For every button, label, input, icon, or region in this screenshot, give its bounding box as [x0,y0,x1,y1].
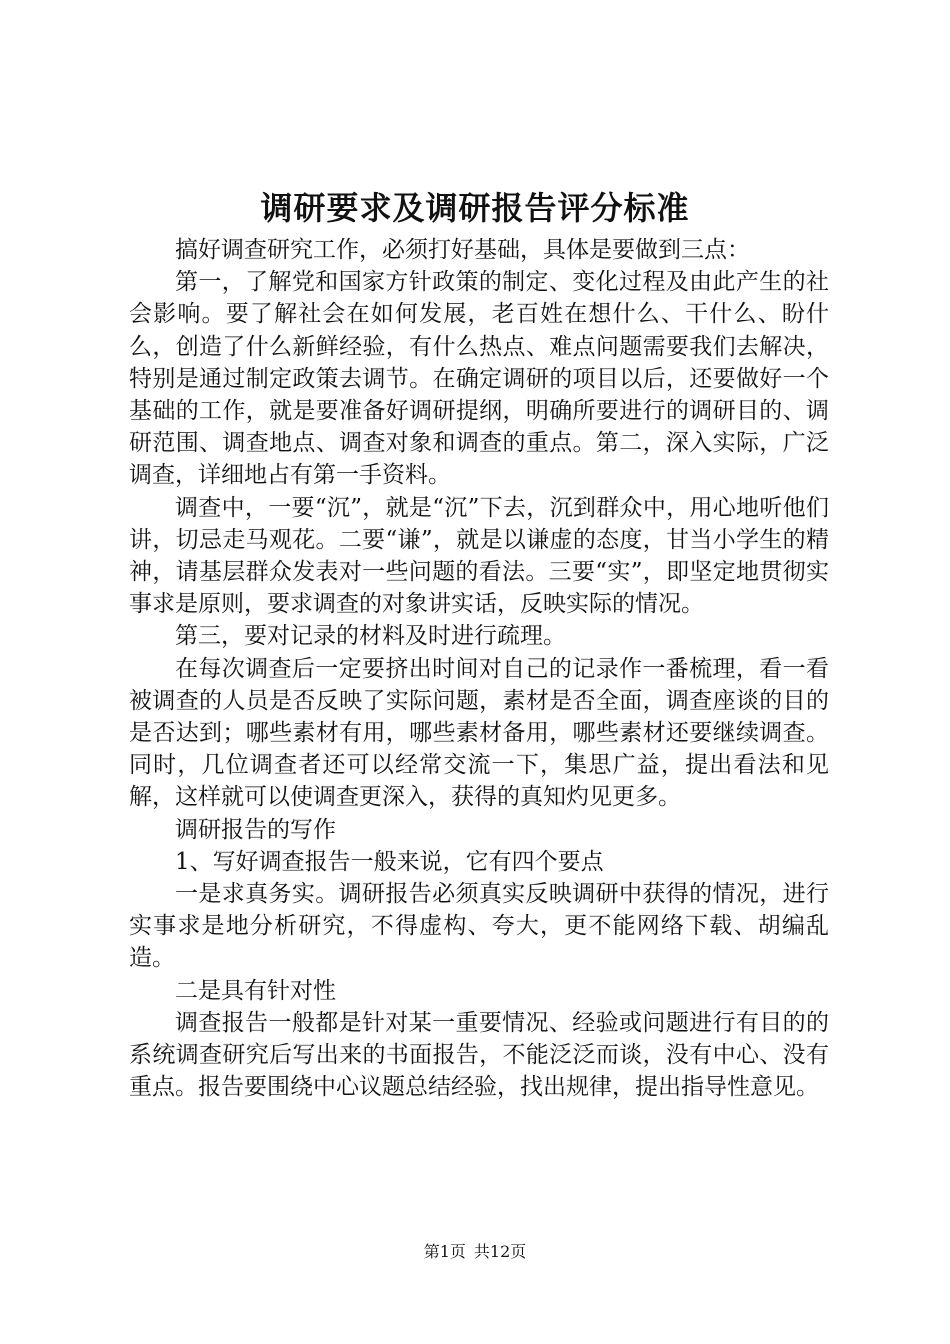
document-body [129,234,829,1103]
paragraph: 在每次调查后一定要挤出时间对自己的记录作一番梳理，看一看被调查的人员是否反映了实际问题，素材是否全面，调查座谈的目的是否达到；哪些素材有用，哪些素材备用，哪些素材还要继续调查。同时，几位调查者还可以经常交流一下，集思广益，提出看法和见解，这样就可以使调查更深入，获得的真知灼见更多。 [129,655,829,811]
page-footer [0,1241,950,1263]
page-number: 第1页 [423,1242,466,1261]
paragraph: 搞好调查研究工作，必须打好基础，具体是要做到三点： [175,237,750,263]
document-title: 调研要求及调研报告评分标准 [260,189,690,227]
paragraph: 一是求真务实。调研报告必须真实反映调研中获得的情况，进行实事求是地分析研究，不得虚构、夸大，更不能网络下载、胡编乱造。 [129,881,829,972]
paragraph: 调查中，一要“沉”，就是“沉”下去，沉到群众中，用心地听他们讲，切忌走马观花。二要“谦”，就是以谦虚的态度，甘当小学生的精神，请基层群众发表对一些问题的看法。三要“实”，即坚定地贯彻实事求是原则，要求调查的对象讲实话，反映实际的情况。 [129,494,829,618]
subsection-heading: 二是具有针对性 [175,977,336,1004]
paragraph: 第一，了解党和国家方针政策的制定、变化过程及由此产生的社会影响。要了解社会在如何发展，老百姓在想什么、干什么、盼什么，创造了什么新鲜经验，有什么热点、难点问题需要我们去解决，特别是通过制定政策去调节。在确定调研的项目以后，还要做好一个基础的工作，就是要准备好调研提纲，明确所要进行的调研目的、调研范围、调查地点、调查对象和调查的重点。第二，深入实际，广泛调查，详细地占有第一手资料。 [129,269,829,489]
section-heading: 调研报告的写作 [175,816,336,843]
paragraph: 调查报告一般都是针对某一重要情况、经验或问题进行有目的的系统调查研究后写出来的书面报告，不能泛泛而谈，没有中心、没有重点。报告要围绕中心议题总结经验，找出规律，提出指导性意见。 [129,1009,829,1101]
page-total: 共12页 [473,1242,527,1261]
subsection-heading: 1、写好调查报告一般来说，它有四个要点 [175,848,604,875]
paragraph: 第三，要对记录的材料及时进行疏理。 [175,623,566,650]
